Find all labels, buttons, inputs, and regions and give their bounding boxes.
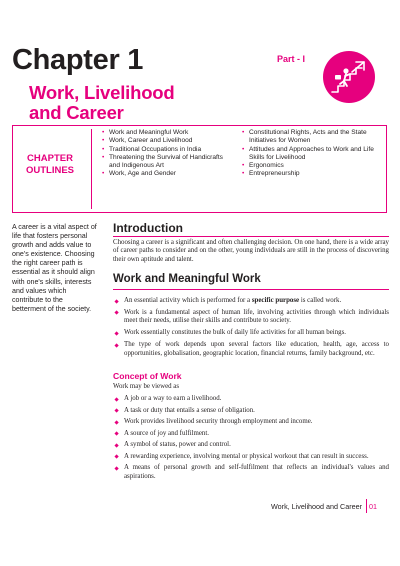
work-list	[113, 297, 389, 362]
list-item: Work essentially constitutes the bulk of daily life activities for all human beings.	[113, 329, 389, 338]
introduction-rule	[113, 236, 389, 237]
outline-item: • Constitutional Rights, Acts and the State Initiatives for Women	[242, 129, 382, 146]
subtitle-line-1: Work, Livelihood	[29, 82, 175, 103]
list-item: An essential activity which is performed for a specific purpose is called work.	[113, 297, 389, 306]
list-item: A symbol of status, power and control.	[113, 441, 389, 450]
outline-item: • Entrepreneurship	[242, 170, 382, 178]
concept-list	[113, 395, 389, 484]
chapter-outlines-label: CHAPTER OUTLINES	[25, 153, 75, 176]
list-item: Work provides livelihood security through employment and income.	[113, 418, 389, 427]
outline-item: • Attitudes and Approaches to Work and Life Skills for Livelihood	[242, 146, 382, 163]
outline-item: • Work, Age and Gender	[102, 170, 234, 178]
list-item: A means of personal growth and self-fulfilment that reflects an individual's values and aspirations.	[113, 464, 389, 481]
work-section-rule	[113, 289, 389, 290]
outline-column-2	[242, 129, 382, 179]
chapter-title: Chapter 1	[12, 44, 144, 76]
introduction-text: Choosing a career is a significant and often challenging decision. On one hand, there is a wide array of career paths to consider and on the other, young individuals are still in the process of discovering their own aptitude and talent.	[113, 239, 389, 263]
emphasis-text: specific purpose	[251, 297, 300, 304]
chapter-subtitle	[29, 83, 249, 123]
running-footer-title: Work, Livelihood and Career	[271, 502, 362, 511]
outline-item: • Traditional Occupations in India	[102, 146, 234, 154]
introduction-heading: Introduction	[113, 221, 183, 235]
outline-item: • Ergonomics	[242, 162, 382, 170]
footer-divider	[366, 499, 367, 513]
list-item: A task or duty that entails a sense of obligation.	[113, 407, 389, 416]
list-item: A job or a way to earn a livelihood.	[113, 395, 389, 404]
career-climb-icon	[323, 51, 375, 103]
concept-section-heading: Concept of Work	[113, 371, 182, 381]
outline-item: • Work and Meaningful Work	[102, 129, 234, 137]
concept-intro: Work may be viewed as	[113, 383, 180, 390]
work-section-heading: Work and Meaningful Work	[113, 273, 261, 285]
outline-divider	[91, 129, 92, 209]
list-item: A source of joy and fulfilment.	[113, 430, 389, 439]
page-number: 01	[369, 502, 377, 511]
outline-item: • Threatening the Survival of Handicrafts and Indigenous Art	[102, 154, 234, 171]
side-note: A career is a vital aspect of life that fosters personal growth and adds value to one's existence. Choosing the right career path is essential as it should align with one's skills, interests and values which contribute to the betterment of the society.	[12, 223, 97, 313]
outline-item: • Work, Career and Livelihood	[102, 137, 234, 145]
list-item: The type of work depends upon several factors like education, health, age, access to opportunities, globalisation, geographic location, financial returns, family background, etc.	[113, 341, 389, 358]
subtitle-line-2: and Career	[29, 102, 124, 123]
list-item: Work is a fundamental aspect of human life, involving activities through which individuals meet their needs, utilise their skills and contribute to society.	[113, 309, 389, 326]
list-item: A rewarding experience, involving mental or physical workout that can result in success.	[113, 453, 389, 462]
part-label: Part - I	[277, 54, 306, 64]
outline-column-1	[102, 129, 234, 179]
